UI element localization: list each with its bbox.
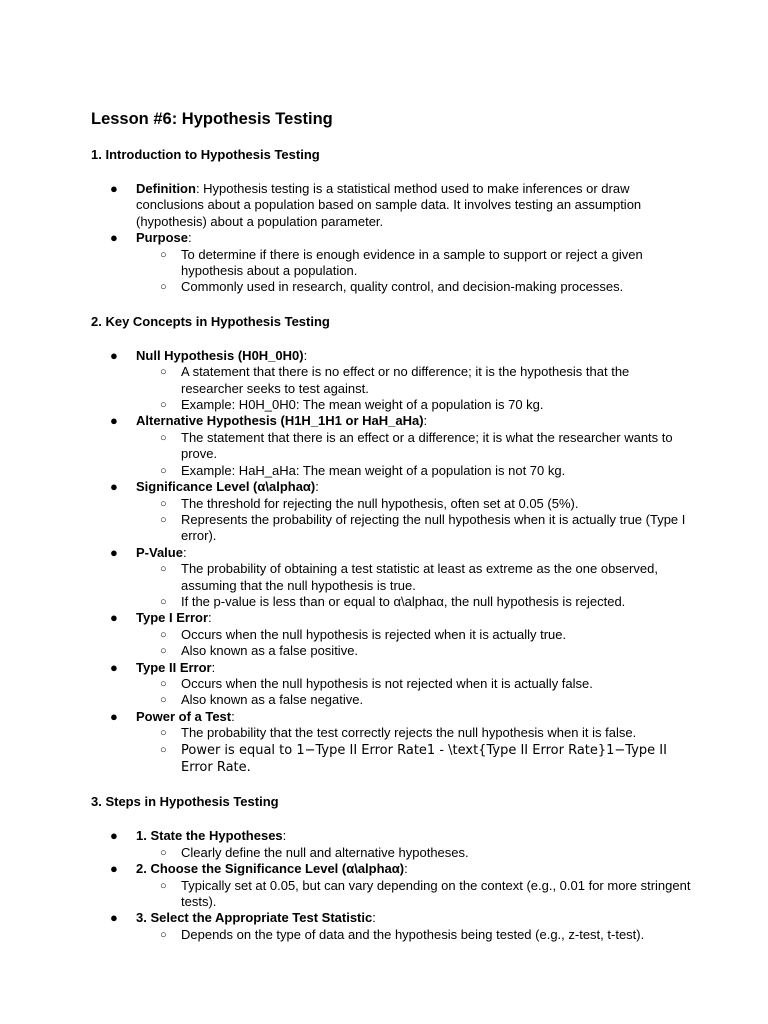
sub-item-text: Example: H0H_0H0: The mean weight of a population is 70 kg. xyxy=(181,397,544,413)
list-item xyxy=(91,709,691,777)
section-heading: 1. Introduction to Hypothesis Testing xyxy=(91,147,320,162)
sub-item-text: Example: HaH_aHa: The mean weight of a population is not 70 kg. xyxy=(181,462,566,478)
sub-bullet-icon: ○ xyxy=(160,727,167,740)
sub-bullet-icon: ○ xyxy=(160,928,167,941)
sub-bullet-list xyxy=(136,430,691,479)
term-label: Purpose xyxy=(136,230,189,246)
sub-list-item xyxy=(136,512,691,545)
bullet-icon: ● xyxy=(110,828,118,844)
sub-list-item xyxy=(136,742,691,777)
bullet-list xyxy=(91,828,691,943)
sub-item-text: If the p-value is less than or equal to α\alphaα, the null hypothesis is rejected. xyxy=(181,593,626,609)
sub-item-text: The threshold for rejecting the null hypothesis, often set at 0.05 (5%). xyxy=(181,495,579,511)
sub-item-text: Typically set at 0.05, but can vary depending on the context (e.g., 0.01 for more stringent tests). xyxy=(181,877,691,910)
bullet-icon: ● xyxy=(110,181,118,196)
section-heading: 3. Steps in Hypothesis Testing xyxy=(91,794,279,810)
sub-bullet-icon: ○ xyxy=(160,248,167,261)
sub-bullet-icon: ○ xyxy=(160,846,167,859)
sub-bullet-icon: ○ xyxy=(160,563,167,576)
sub-bullet-icon: ○ xyxy=(160,513,167,526)
term-label: 2. Choose the Significance Level (α\alphaα) xyxy=(136,861,405,877)
bullet-icon: ● xyxy=(110,544,118,560)
sub-bullet-list xyxy=(136,676,691,709)
sub-bullet-list xyxy=(136,927,691,943)
list-item xyxy=(91,479,691,545)
sub-bullet-icon: ○ xyxy=(160,595,167,608)
term-label: Power of a Test xyxy=(136,708,232,724)
sub-list-item xyxy=(136,845,691,861)
sub-item-text: Depends on the type of data and the hypothesis being tested (e.g., z-test, t-test). xyxy=(181,926,645,942)
list-item xyxy=(91,413,691,479)
item-text: : xyxy=(208,610,212,626)
sub-bullet-icon: ○ xyxy=(160,281,167,294)
item-text: : xyxy=(182,544,187,560)
bullet-list xyxy=(91,181,691,296)
sub-list-item xyxy=(136,247,691,280)
list-item xyxy=(91,545,691,611)
sub-bullet-icon: ○ xyxy=(160,399,167,412)
item-text: : xyxy=(303,347,308,363)
term-label: 1. State the Hypotheses xyxy=(136,828,283,844)
term-label: Alternative Hypothesis (H1H_1H1 or HaH_aHa) xyxy=(136,413,424,429)
sub-list-item xyxy=(136,927,691,943)
list-item xyxy=(91,910,691,943)
sub-list-item xyxy=(136,692,691,708)
sub-item-text: Also known as a false positive. xyxy=(181,643,359,659)
sub-list-item xyxy=(136,496,691,512)
sub-bullet-list xyxy=(136,878,691,911)
sub-bullet-list xyxy=(136,627,691,660)
term-label: Significance Level (α\alphaα) xyxy=(136,479,316,495)
sub-list-item xyxy=(136,676,691,692)
sub-bullet-icon: ○ xyxy=(160,431,167,444)
document-body xyxy=(91,108,691,961)
sub-bullet-icon: ○ xyxy=(160,628,167,641)
bullet-list xyxy=(91,348,691,777)
section xyxy=(91,314,691,777)
sub-item-text: Commonly used in research, quality control, and decision-making processes. xyxy=(181,279,624,295)
term-label: Null Hypothesis (H0H_0H0) xyxy=(136,347,304,363)
item-text: : xyxy=(282,828,287,844)
sub-bullet-list xyxy=(136,247,691,296)
term-label: P-Value xyxy=(136,544,183,560)
sub-bullet-list xyxy=(136,364,691,413)
sub-item-text: The probability of obtaining a test statistic at least as extreme as the one observed, assuming that the null hypothesis is true. xyxy=(181,561,658,593)
bullet-icon: ● xyxy=(110,659,118,675)
sub-item-text: Occurs when the null hypothesis is rejected when it is actually true. xyxy=(181,626,567,642)
sub-list-item xyxy=(136,561,691,594)
section xyxy=(91,794,691,943)
item-text: : xyxy=(231,708,235,724)
sub-list-item xyxy=(136,430,691,463)
list-item xyxy=(91,610,691,659)
sub-item-text: Also known as a false negative. xyxy=(181,692,364,708)
sub-list-item xyxy=(136,878,691,911)
sub-bullet-list xyxy=(136,725,691,776)
sub-bullet-icon: ○ xyxy=(160,694,167,707)
sub-bullet-icon: ○ xyxy=(160,677,167,690)
item-text: : xyxy=(404,861,408,877)
bullet-icon: ● xyxy=(110,610,118,626)
sub-item-text: Represents the probability of rejecting the null hypothesis when it is actually true (Type I error). xyxy=(181,511,686,544)
sub-list-item xyxy=(136,725,691,741)
bullet-icon: ● xyxy=(110,230,118,246)
sub-list-item xyxy=(136,279,691,295)
item-text: : xyxy=(372,910,376,926)
bullet-icon: ● xyxy=(110,861,118,877)
list-item xyxy=(91,181,691,230)
sub-bullet-list xyxy=(136,496,691,545)
sub-bullet-list xyxy=(136,561,691,610)
sub-list-item xyxy=(136,463,691,479)
sub-item-text: Power is equal to 1−Type II Error Rate1 - \text{Type II Error Rate}1−Type II Error Rate. xyxy=(181,742,667,775)
item-text: : xyxy=(188,230,192,246)
sub-list-item xyxy=(136,627,691,643)
section xyxy=(91,147,691,296)
list-item xyxy=(91,861,691,910)
item-text: : xyxy=(315,479,319,495)
sub-bullet-icon: ○ xyxy=(160,879,167,892)
term-label: Type I Error xyxy=(136,610,209,626)
item-text: : xyxy=(211,659,216,675)
sub-item-text: The statement that there is an effect or a difference; it is what the researcher wants to prove. xyxy=(181,429,673,462)
term-label: 3. Select the Appropriate Test Statistic xyxy=(136,910,373,926)
sub-bullet-icon: ○ xyxy=(160,464,167,477)
sub-list-item xyxy=(136,397,691,413)
list-item xyxy=(91,348,691,414)
sub-bullet-icon: ○ xyxy=(160,645,167,658)
term-label: Type II Error xyxy=(136,659,212,675)
section-heading: 2. Key Concepts in Hypothesis Testing xyxy=(91,313,330,329)
sub-bullet-icon: ○ xyxy=(160,366,167,379)
item-text: : xyxy=(423,413,428,429)
sections-container xyxy=(91,147,691,943)
term-label: Definition xyxy=(136,181,196,196)
sub-item-text: Occurs when the null hypothesis is not rejected when it is actually false. xyxy=(181,675,593,691)
sub-bullet-list xyxy=(136,845,691,861)
page-title: Lesson #6: Hypothesis Testing xyxy=(91,110,333,128)
bullet-icon: ● xyxy=(110,413,118,429)
sub-item-text: Clearly define the null and alternative hypotheses. xyxy=(181,844,469,860)
sub-bullet-icon: ○ xyxy=(160,743,167,756)
list-item xyxy=(91,828,691,861)
sub-item-text: A statement that there is no effect or no difference; it is the hypothesis that the researcher seeks to test against. xyxy=(181,364,630,396)
bullet-icon: ● xyxy=(110,479,118,495)
sub-list-item xyxy=(136,364,691,397)
sub-item-text: The probability that the test correctly rejects the null hypothesis when it is false. xyxy=(181,725,637,741)
sub-item-text: To determine if there is enough evidence in a sample to support or reject a given hypothesis about a population. xyxy=(181,246,643,279)
list-item xyxy=(91,660,691,709)
bullet-icon: ● xyxy=(110,347,118,363)
item-text: : Hypothesis testing is a statistical method used to make inferences or draw conclusions about a population based on sample data. It involves testing an assumption (hypothesis) about a population parameter. xyxy=(136,181,642,229)
sub-list-item xyxy=(136,594,691,610)
list-item xyxy=(91,230,691,296)
sub-bullet-icon: ○ xyxy=(160,497,167,510)
sub-list-item xyxy=(136,643,691,659)
bullet-icon: ● xyxy=(110,708,118,724)
bullet-icon: ● xyxy=(110,910,118,926)
